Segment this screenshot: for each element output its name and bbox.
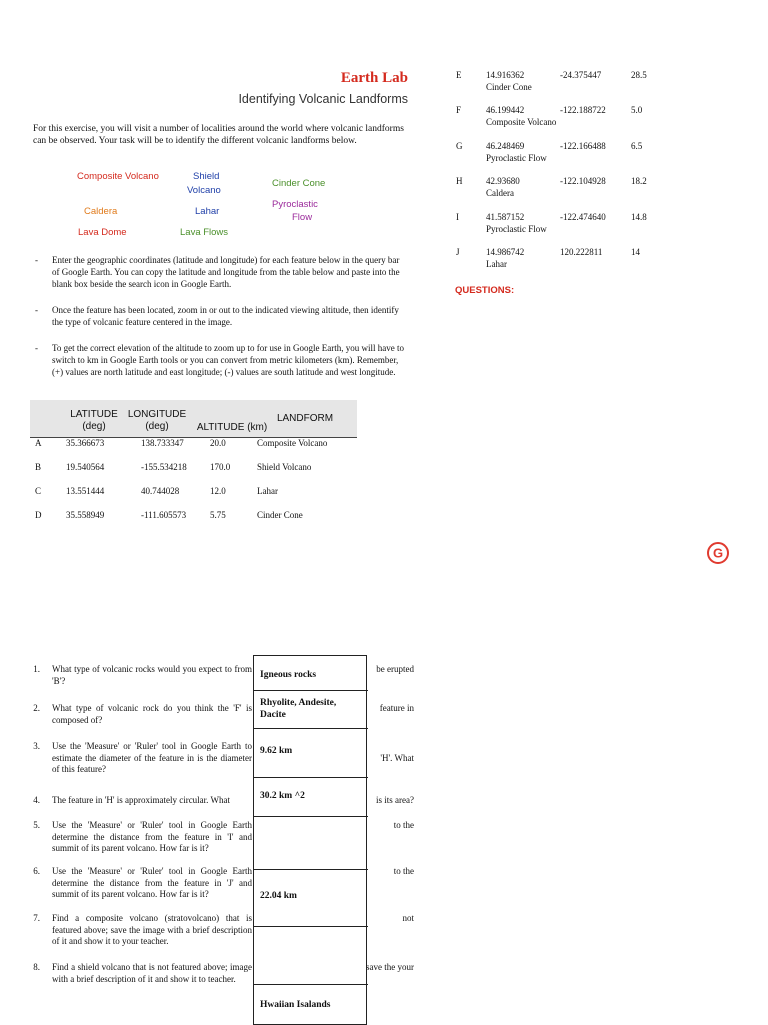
list-altitude: 14.8 — [631, 212, 647, 222]
google-g-icon — [707, 542, 729, 564]
instruction-1 — [35, 254, 409, 290]
bullet-marker: - — [35, 255, 38, 265]
answer-q6[interactable]: 22.04 km — [260, 891, 297, 901]
answer-q3[interactable]: 9.62 km — [260, 746, 293, 756]
answer-divider — [254, 816, 368, 817]
key-shield-line2: Volcano — [187, 185, 221, 196]
question-number: 3. — [33, 741, 40, 751]
row-id: A — [35, 438, 42, 448]
question-tail: 'H'. What — [380, 753, 414, 763]
header-longitude-line1: LONGITUDE — [127, 409, 187, 420]
row-landform: Lahar — [257, 486, 278, 496]
list-id: E — [456, 70, 462, 80]
key-composite-volcano: Composite Volcano — [77, 171, 159, 182]
answer-q2[interactable]: Rhyolite, Andesite, Dacite — [260, 698, 337, 720]
header-latitude — [64, 409, 124, 433]
key-cinder-cone: Cinder Cone — [272, 178, 326, 189]
list-altitude: 5.0 — [631, 105, 643, 115]
list-latitude: 14.986742 — [486, 247, 525, 257]
question-text: Use the 'Measure' or 'Ruler' tool in Google Earth determine the distance from the feature in 'J' and summit of its parent volcano. How far is it? — [52, 866, 252, 899]
answer-divider — [254, 728, 368, 729]
answer-divider — [254, 926, 368, 927]
question-text: Use the 'Measure' or 'Ruler' tool in Google Earth to estimate the diameter of the feature in is the diameter of this feature? — [52, 741, 252, 774]
question-text: Find a shield volcano that is not featured above; image with a brief description of it and show it to teacher. — [52, 962, 252, 984]
list-id: F — [456, 105, 462, 115]
question-text: Use the 'Measure' or 'Ruler' tool in Google Earth determine the distance from the feature in 'I' and summit of its parent volcano. How far is it? — [52, 820, 252, 853]
answer-divider — [254, 777, 368, 778]
header-landform: LANDFORM — [276, 413, 334, 424]
list-latitude: 46.199442 — [486, 105, 525, 115]
row-longitude: 40.744028 — [141, 486, 180, 496]
question-tail: save the your — [366, 962, 414, 972]
row-altitude: 20.0 — [210, 438, 226, 448]
row-latitude: 35.558949 — [66, 510, 105, 520]
list-latitude: 46.248469 — [486, 141, 525, 151]
list-longitude: -122.188722 — [560, 105, 606, 115]
question-number: 5. — [33, 820, 40, 830]
answer-q8[interactable]: Hwaiian Isalands — [260, 1000, 331, 1010]
list-longitude: -122.166488 — [560, 141, 606, 151]
row-latitude: 35.366673 — [66, 438, 105, 448]
row-landform: Composite Volcano — [257, 438, 328, 448]
instruction-text: Enter the geographic coordinates (latitude and longitude) for each feature below in the query bar of Google Earth. You can copy the latitude and longitude from the table below and paste into the blank box beside the search icon in Google Earth. — [52, 255, 400, 289]
key-pyroclastic-line2: Flow — [292, 212, 313, 223]
instruction-text: To get the correct elevation of the altitude to zoom up to for use in Google Earth, you will have to switch to km in Google Earth tools or you can convert from metric kilometers (km). Remember, (+) values are north latitude and east longitude; (-) values are south latitude and west longitude. — [52, 343, 405, 377]
row-longitude: -111.605573 — [141, 510, 187, 520]
answer-divider — [254, 869, 368, 870]
row-id: B — [35, 462, 42, 472]
question-tail: feature in — [379, 703, 414, 713]
key-lava-dome: Lava Dome — [78, 227, 127, 238]
list-id: G — [456, 141, 463, 151]
header-latitude-line1: LATITUDE — [70, 409, 118, 420]
key-lahar: Lahar — [195, 206, 220, 217]
row-latitude: 19.540564 — [66, 462, 105, 472]
question-tail: not — [402, 913, 414, 923]
answer-q4[interactable]: 30.2 km ^2 — [260, 791, 305, 801]
question-text: The feature in 'H' is approximately circular. What — [52, 795, 231, 805]
header-longitude-line2: (deg) — [145, 421, 169, 432]
page-title: Earth Lab — [340, 70, 408, 86]
list-longitude: -122.474640 — [560, 212, 606, 222]
row-landform: Shield Volcano — [257, 462, 312, 472]
page-subtitle: Identifying Volcanic Landforms — [238, 92, 408, 106]
question-text: What type of volcanic rocks would you expect to from 'B'? — [52, 664, 252, 686]
question-text: What type of volcanic rock do you think the 'F' is composed of? — [52, 703, 252, 725]
list-landform: Pyroclastic Flow — [486, 224, 547, 234]
list-latitude: 41.587152 — [486, 212, 525, 222]
header-longitude — [125, 409, 189, 433]
list-altitude: 28.5 — [631, 70, 647, 80]
list-landform: Lahar — [486, 259, 507, 269]
list-landform: Caldera — [486, 188, 514, 198]
row-id: C — [35, 486, 42, 496]
list-landform: Pyroclastic Flow — [486, 153, 547, 163]
list-id: H — [456, 176, 463, 186]
question-tail: to the — [393, 820, 414, 830]
question-tail: to the — [393, 866, 414, 876]
key-pyroclastic-line1: Pyroclastic — [272, 199, 318, 210]
list-altitude: 14 — [631, 247, 640, 257]
key-lava-flows: Lava Flows — [180, 227, 229, 238]
question-number: 8. — [33, 962, 40, 972]
list-landform: Cinder Cone — [486, 82, 532, 92]
row-landform: Cinder Cone — [257, 510, 303, 520]
question-number: 7. — [33, 913, 40, 923]
row-id: D — [35, 510, 42, 520]
list-altitude: 18.2 — [631, 176, 647, 186]
list-latitude: 14.916362 — [486, 70, 525, 80]
list-longitude: -122.104928 — [560, 176, 606, 186]
answer-divider — [254, 984, 368, 985]
svg-text:G: G — [712, 545, 724, 561]
question-tail: is its area? — [376, 795, 414, 805]
list-altitude: 6.5 — [631, 141, 643, 151]
intro-paragraph: For this exercise, you will visit a number of localities around the world where volcanic landforms can be observed. Your task will be to identify the different volcanic landforms below. — [33, 124, 404, 146]
question-number: 4. — [33, 795, 40, 805]
answer-divider — [254, 690, 368, 691]
row-latitude: 13.551444 — [66, 486, 105, 496]
bullet-marker: - — [35, 343, 38, 353]
question-number: 6. — [33, 866, 40, 876]
header-latitude-line2: (deg) — [82, 421, 106, 432]
answer-q1[interactable]: Igneous rocks — [260, 670, 317, 680]
key-caldera: Caldera — [84, 206, 118, 217]
row-longitude: 138.733347 — [141, 438, 184, 448]
row-altitude: 12.0 — [210, 486, 226, 496]
questions-heading: QUESTIONS: — [455, 285, 515, 296]
row-longitude: -155.534218 — [141, 462, 187, 472]
list-id: J — [456, 247, 460, 257]
row-altitude: 170.0 — [210, 462, 231, 472]
question-text: Find a composite volcano (stratovolcano) that is featured above; save the image with a brief description of it and show it to your teacher. — [52, 913, 252, 946]
list-landform: Composite Volcano — [486, 117, 557, 127]
instruction-2 — [35, 304, 409, 328]
question-tail: be erupted — [376, 664, 414, 674]
key-shield-line1: Shield — [193, 171, 220, 182]
bullet-marker: - — [35, 305, 38, 315]
question-number: 2. — [33, 703, 40, 713]
list-longitude: 120.222811 — [560, 247, 603, 257]
header-altitude: ALTITUDE (km) — [196, 422, 268, 433]
instruction-text: Once the feature has been located, zoom in or out to the indicated viewing altitude, then identify the type of volcanic feature centered in the image. — [52, 305, 399, 327]
list-latitude: 42.93680 — [486, 176, 520, 186]
list-longitude: -24.375447 — [560, 70, 602, 80]
list-id: I — [456, 212, 459, 222]
question-number: 1. — [33, 664, 40, 674]
row-altitude: 5.75 — [210, 510, 226, 520]
instruction-3 — [35, 342, 409, 390]
